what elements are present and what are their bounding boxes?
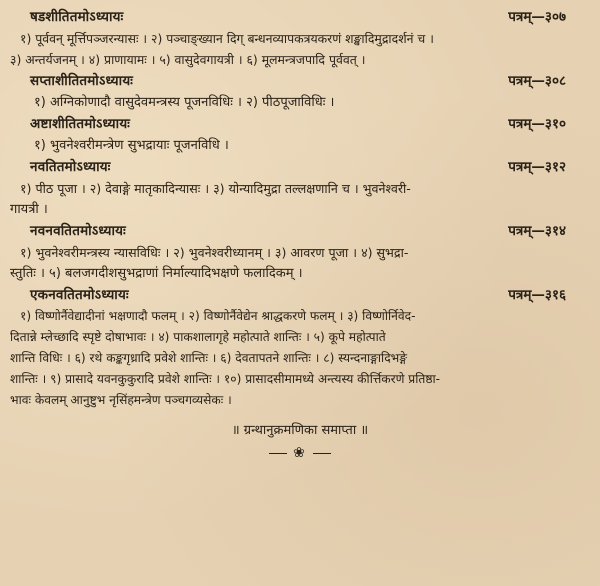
entry-line: १) पूर्ववन् मूर्त्तिपञ्जरन्यासः । २) पञ्चाङ्ख्यान दिग् बन्धनव्यापकत्रयकरणं शङ्खादिमुद्रादर्शनं च । [20,31,434,46]
entry-line: ३) अन्तर्यजनम् । ४) प्राणायामः । ५) वासुदेवगायत्री । ६) मूलमन्त्रजपादि पूर्ववत् । [10,52,366,67]
chapter-heading: सप्ताशीतितमोऽध्यायः [30,73,134,89]
chapter-section [10,156,590,220]
ornament-rule-left [269,453,287,454]
entry-line: शान्ति विधिः । ६) रथे कङ्कगृध्रादि प्रवेशे शान्तिः । ६) देवतापतने शान्तिः । ८) स्यन्दनाङ्गादिभङ्गे [10,351,407,365]
entry-line: १) पीठ पूजा । २) देवाङ्गे मातृकादिन्यासः । ३) योन्यादिमुद्रा तल्लक्षणानि च । भुवनेश्वरी- [20,181,411,196]
entry-line: गायत्री । [10,202,48,217]
chapter-section [10,113,590,156]
entry-line: भावः केवलम् आनुष्टुभ नृसिंहमन्त्रेण पञ्चगव्यसेकः । [10,393,232,407]
chapter-heading: षडशीतितमोऽध्यायः [30,9,124,25]
page-reference: पत्रम्—३१२ [508,159,566,175]
entry-line: १) भुवनेश्वरीमन्त्रस्य न्यासविधिः । २) भुवनेश्वरीध्यानम् । ३) आवरण पूजा । ४) सुभद्रा- [20,245,409,260]
entry-line: १) भुवनेश्वरीमन्त्रेण सुभद्रायाः पूजनविधि । [34,138,229,153]
page-reference: पत्रम्—३०८ [508,73,566,89]
chapter-section [10,220,590,284]
ornament-divider [10,445,590,461]
chapter-heading: अष्टाशीतितमोऽध्यायः [30,116,131,132]
chapter-header [10,113,590,135]
page-reference: पत्रम्—३०७ [508,9,566,25]
chapter-header [10,220,590,242]
closing-line: ॥ ग्रन्थानुक्रमणिका समाप्ता ॥ [231,423,369,438]
entry-line: स्तुतिः । ५) बलजगदीशसुभद्राणां निर्माल्यादिभक्षणे फलादिकम् । [10,266,303,281]
entry-line: १) विष्णोर्नैवेद्यादीनां भक्षणादौ फलम् । २) विष्णोर्नैवेद्येन श्राद्धकरणे फलम् । ३) विष्णोर्निवेद- [20,309,416,323]
page-reference: पत्रम्—३१६ [508,287,566,303]
chapter-header [10,6,590,28]
entry-line: दितान्ने म्लेच्छादि स्पृष्टे दोषाभावः । ४) पाकशालागृहे महोत्पाते शान्तिः । ५) कूपे महोत्पाते [10,330,386,344]
flower-ornament-icon: ❀ [293,445,307,461]
page-reference: पत्रम्—३१४ [508,223,566,239]
chapter-header [10,156,590,178]
entry-line: शान्तिः । ९) प्रासादे यवनकुकुरादि प्रवेशे शान्तिः । १०) प्रासादसीमामध्ये अन्त्यस्य कीर्त्तिकरणे प्रतिष्ठा- [10,372,441,386]
chapter-heading: एकनवतितमोऽध्यायः [30,287,129,303]
page-reference: पत्रम्—३१० [508,116,566,132]
ornament-rule-right [313,453,331,454]
chapter-section [10,284,590,411]
chapter-header [10,284,590,306]
chapter-section [10,6,590,70]
chapter-section [10,70,590,113]
entry-line: १) अग्निकोणादौ वासुदेवमन्त्रस्य पूजनविधिः । २) पीठपूजाविधिः । [34,95,335,110]
chapter-header [10,70,590,92]
chapter-heading: नवतितमोऽध्यायः [30,159,111,175]
chapter-heading: नवनवतितमोऽध्यायः [30,223,126,239]
